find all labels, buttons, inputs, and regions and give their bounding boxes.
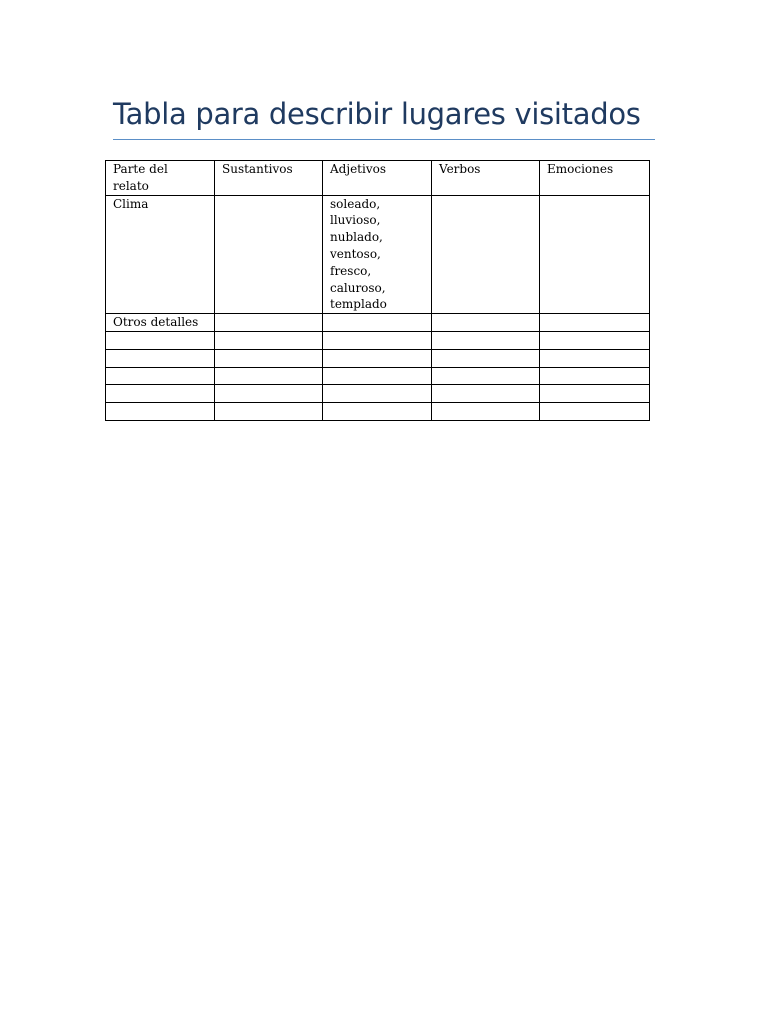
table-cell — [106, 385, 215, 403]
table-cell — [323, 314, 432, 332]
table-cell: Otros detalles — [106, 314, 215, 332]
table-cell — [323, 331, 432, 349]
header-cell: Verbos — [432, 161, 540, 196]
table-row — [106, 195, 650, 314]
header-cell: Sustantivos — [215, 161, 323, 196]
table-row — [106, 385, 650, 403]
table-cell — [540, 349, 650, 367]
header-cell: Emociones — [540, 161, 650, 196]
table-cell — [323, 349, 432, 367]
table-cell: soleado, lluvioso, nublado, ventoso, fresco, caluroso, templado — [323, 195, 432, 314]
table-cell — [215, 314, 323, 332]
table-cell — [540, 385, 650, 403]
table-cell — [323, 403, 432, 421]
table-cell — [323, 385, 432, 403]
table-cell — [432, 385, 540, 403]
table-cell — [215, 331, 323, 349]
table-cell — [432, 349, 540, 367]
table-cell — [106, 331, 215, 349]
table-cell — [540, 195, 650, 314]
table-cell — [215, 367, 323, 385]
table-cell — [106, 367, 215, 385]
table-cell — [432, 314, 540, 332]
table-row — [106, 314, 650, 332]
table-cell — [432, 403, 540, 421]
table-cell — [432, 367, 540, 385]
table-row — [106, 331, 650, 349]
table-cell: Clima — [106, 195, 215, 314]
table-cell — [540, 403, 650, 421]
table-cell — [215, 195, 323, 314]
table-cell — [432, 195, 540, 314]
table-cell — [540, 331, 650, 349]
table-cell — [540, 314, 650, 332]
table-row — [106, 349, 650, 367]
table-header-row — [106, 161, 650, 196]
table-row — [106, 403, 650, 421]
table-cell — [215, 385, 323, 403]
table-cell — [215, 403, 323, 421]
header-cell: Adjetivos — [323, 161, 432, 196]
page-title: Tabla para describir lugares visitados — [113, 97, 641, 131]
table-cell — [323, 367, 432, 385]
table-cell — [106, 349, 215, 367]
header-cell: Parte del relato — [106, 161, 215, 196]
table-cell — [540, 367, 650, 385]
description-table — [105, 160, 650, 421]
table-cell — [106, 403, 215, 421]
title-underline — [113, 139, 655, 140]
table-cell — [215, 349, 323, 367]
table-row — [106, 367, 650, 385]
table-cell — [432, 331, 540, 349]
